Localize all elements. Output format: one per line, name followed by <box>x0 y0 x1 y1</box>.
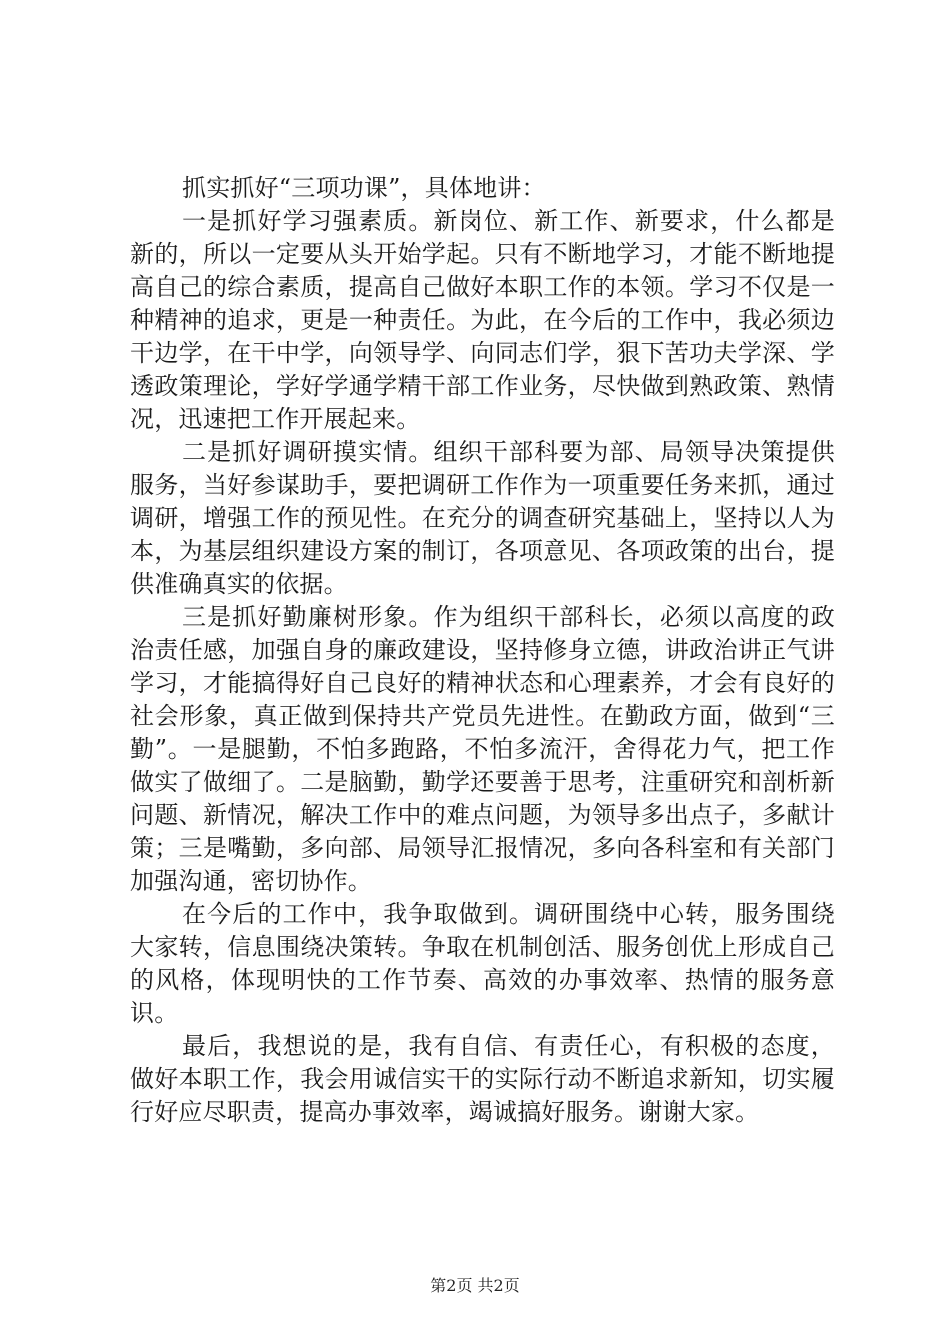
paragraph-intro: 抓实抓好“三项功课”，具体地讲： <box>182 174 546 202</box>
paragraph-integrity: 三是抓好勤廉树形象。作为组织干部科长，必须以高度的政治责任感，加强自身的廉政建设，坚持修身立德，讲政治讲正气讲学习，才能搞得好自己良好的精神状态和心理素养，才会有良好的社会形象，真正做到保持共产党员先进性。在勤政方面，做到“三勤”。一是腿勤，不怕多跑路，不怕多流汗，舍得花力气，把工作做实了做细了。二是脑勤，勤学还要善于思考，注重研究和剖析新问题、新情况，解决工作中的难点问题，为领导多出点子，多献计策；三是嘴勤，多向部、局领导汇报情况，多向各科室和有关部门加强沟通，密切协作。 <box>130 603 835 895</box>
paragraph-study: 一是抓好学习强素质。新岗位、新工作、新要求，什么都是新的，所以一定要从头开始学起。只有不断地学习，才能不断地提高自己的综合素质，提高自己做好本职工作的本领。学习不仅是一种精神的追求，更是一种责任。为此，在今后的工作中，我必须边干边学，在干中学，向领导学、向同志们学，狠下苦功夫学深、学透政策理论，学好学通学精干部工作业务，尽快做到熟政策、熟情况，迅速把工作开展起来。 <box>130 207 835 433</box>
paragraph-future-work: 在今后的工作中，我争取做到。调研围绕中心转，服务围绕大家转，信息围绕决策转。争取在机制创活、服务创优上形成自己的风格，体现明快的工作节奏、高效的办事效率、热情的服务意识。 <box>130 900 835 1027</box>
paragraph-research: 二是抓好调研摸实情。组织干部科要为部、局领导决策提供服务，当好参谋助手，要把调研工作作为一项重要任务来抓，通过调研，增强工作的预见性。在充分的调查研究基础上，坚持以人为本，为基层组织建设方案的制订，各项意见、各项政策的出台，提供准确真实的依据。 <box>130 438 835 598</box>
document-body <box>130 172 835 1129</box>
paragraph-closing: 最后，我想说的是，我有自信、有责任心，有积极的态度，做好本职工作，我会用诚信实干的实际行动不断追求新知，切实履行好应尽职责，提高办事效率，竭诚搞好服务。谢谢大家。 <box>130 1032 835 1126</box>
page-number-footer: 第2页 共2页 <box>430 1276 520 1295</box>
